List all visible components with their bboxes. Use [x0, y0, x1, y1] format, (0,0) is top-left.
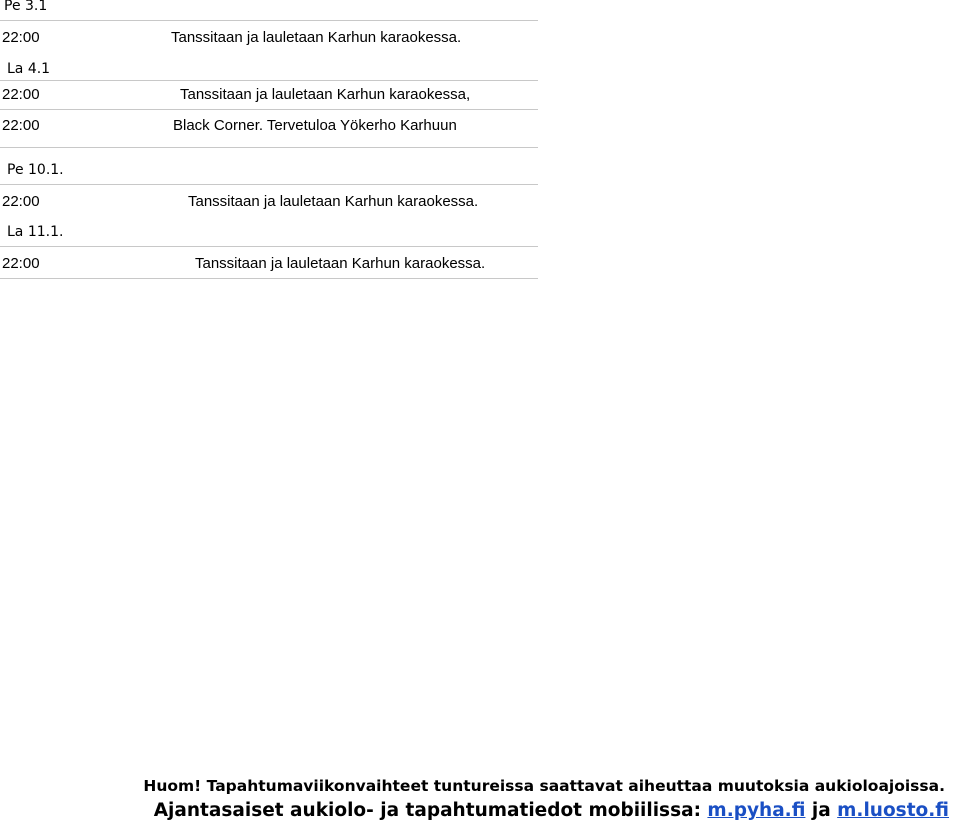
day-label: La 4.1 — [7, 61, 51, 77]
event-description: Tanssitaan ja lauletaan Karhun karaokessa. — [195, 255, 486, 272]
event-time: 22:00 — [2, 86, 40, 103]
row-divider — [0, 246, 538, 247]
event-description: Black Corner. Tervetuloa Yökerho Karhuun — [173, 117, 457, 134]
pyha-mobile-link[interactable]: m.pyha.fi — [707, 800, 806, 821]
link-joiner: ja — [805, 800, 838, 821]
row-divider — [0, 147, 538, 148]
row-divider — [0, 80, 538, 81]
event-description: Tanssitaan ja lauletaan Karhun karaokessa. — [188, 193, 479, 210]
day-label: La 11.1. — [7, 224, 64, 240]
luosto-mobile-link[interactable]: m.luosto.fi — [837, 800, 949, 821]
mobile-info-text: Ajantasaiset aukiolo- ja tapahtumatiedot mobiilissa: — [153, 800, 708, 821]
row-divider — [0, 278, 538, 279]
event-time: 22:00 — [2, 117, 40, 134]
event-time: 22:00 — [2, 29, 40, 46]
schedule-change-notice: Huom! Tapahtumaviikonvaihteet tuntureissa saattavat aiheuttaa muutoksia aukioloajoissa. — [143, 777, 945, 795]
event-time: 22:00 — [2, 255, 40, 272]
event-time: 22:00 — [2, 193, 40, 210]
row-divider — [0, 184, 538, 185]
mobile-info-notice — [154, 799, 949, 823]
day-label: Pe 3.1 — [4, 0, 48, 14]
event-description: Tanssitaan ja lauletaan Karhun karaokessa. — [171, 29, 462, 46]
event-description: Tanssitaan ja lauletaan Karhun karaokessa, — [180, 86, 471, 103]
day-label: Pe 10.1. — [7, 162, 64, 178]
row-divider — [0, 20, 538, 21]
row-divider — [0, 109, 538, 110]
